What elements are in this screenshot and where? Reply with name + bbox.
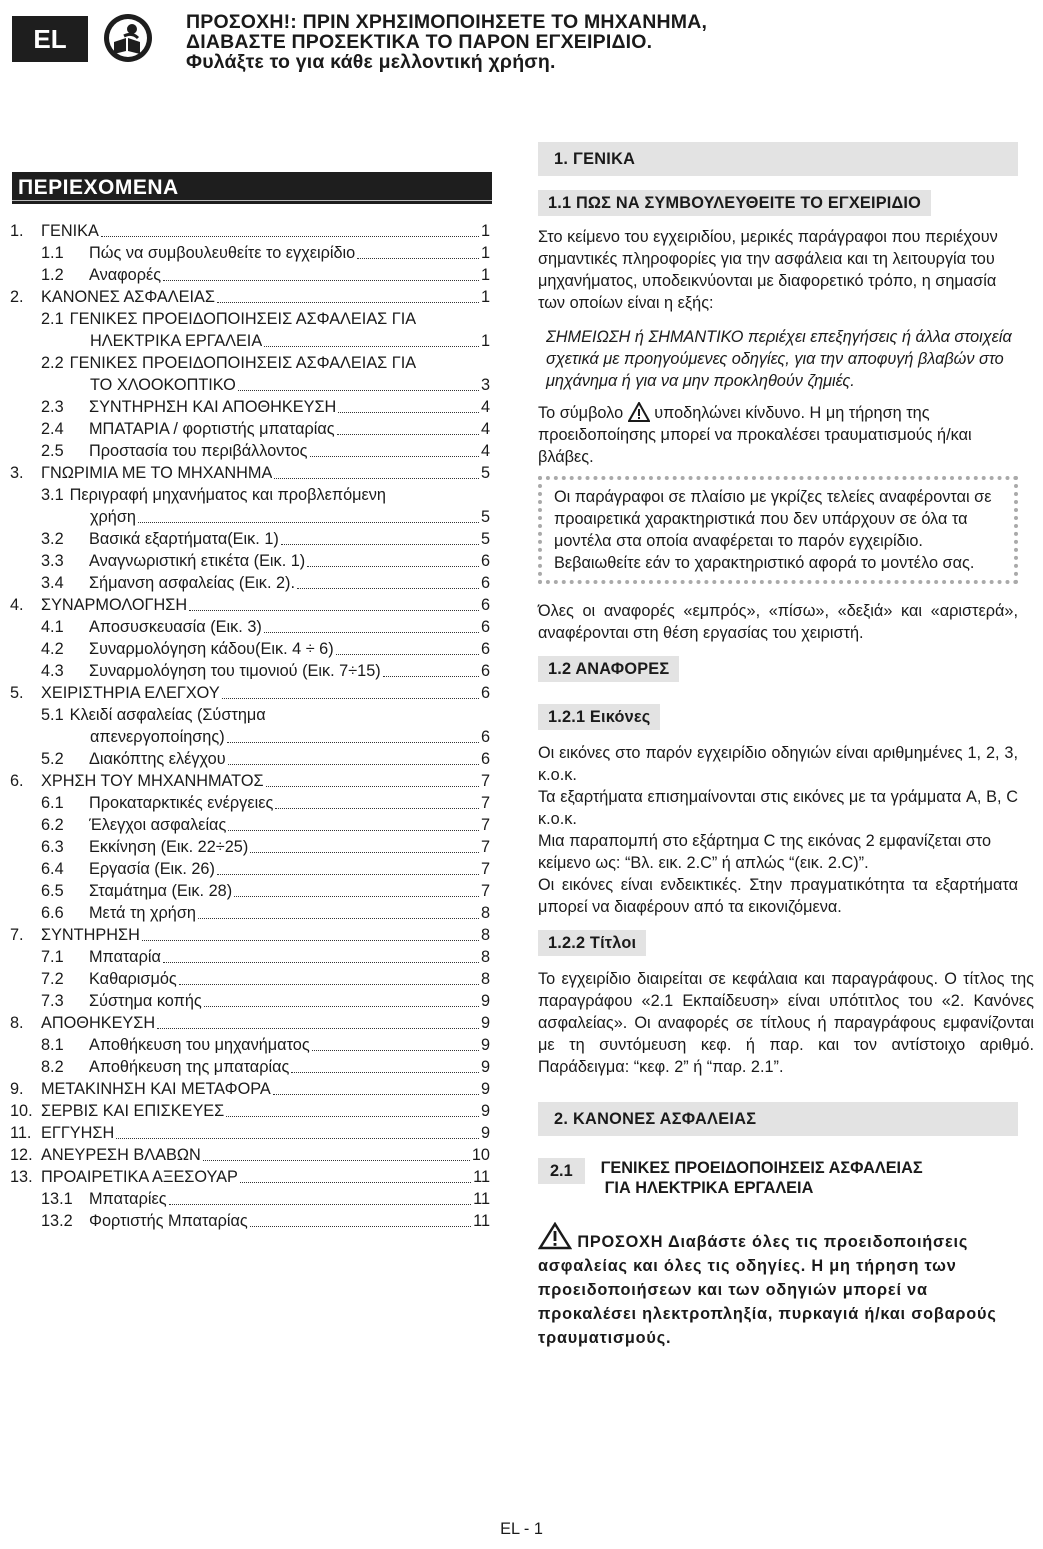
- toc-leader-dots: [217, 302, 479, 303]
- toc-entry-label: ΣΥΝΑΡΜΟΛΟΓΗΣΗ: [41, 596, 188, 614]
- toc-entry-label: ΣΥΝΤΗΡΗΣΗ: [41, 926, 140, 944]
- toc-entry-label: ΓΝΩΡΙΜΙΑ ΜΕ ΤΟ ΜΗΧΑΝΗΜΑ: [41, 464, 273, 482]
- toc-entry-label: Προστασία του περιβάλλοντος: [89, 442, 308, 460]
- toc-entry-number: 8.1: [41, 1036, 64, 1054]
- toc-entry-number: 6.3: [41, 838, 64, 856]
- toc-entry-label: Φορτιστής Μπαταρίας: [89, 1212, 248, 1230]
- toc-entry-page: 11: [473, 1190, 490, 1208]
- toc-entry-label: ΧΕΙΡΙΣΤΗΡΙΑ ΕΛΕΓΧΟΥ: [41, 684, 220, 702]
- toc-entry[interactable]: [10, 725, 490, 747]
- toc-leader-dots: [291, 1072, 479, 1073]
- toc-entry-number: 3.3: [41, 552, 64, 570]
- toc-entry[interactable]: [10, 1099, 490, 1121]
- toc-leader-dots: [273, 1094, 479, 1095]
- toc-entry-number: 6.5: [41, 882, 64, 900]
- toc-entry-page: 9: [480, 1124, 490, 1142]
- toc-leader-dots: [116, 1138, 479, 1139]
- toc-entry-page: 5: [480, 530, 490, 548]
- toc-entry-number: 13.1: [41, 1190, 73, 1208]
- toc-entry-label: ΗΛΕΚΤΡΙΚΑ ΕΡΓΑΛΕΙΑ: [90, 332, 263, 350]
- toc-leader-dots: [336, 654, 479, 655]
- section-1-1-intro: Στο κείμενο του εγχειριδίου, μερικές παράγραφοι που περιέχουν σημαντικές πληροφορίες για την ασφάλεια και τη λειτουργία του μηχανήματος, υποδεικνύονται με διαφορετικό τρόπο, η σημασία των οποίων είναι η εξής:: [538, 228, 998, 312]
- toc-entry-page: 7: [480, 794, 490, 812]
- toc-entry-number: 5.1: [41, 706, 64, 724]
- toc-leader-dots: [142, 940, 479, 941]
- toc-title-bar: [12, 172, 492, 204]
- section-1-1-heading: 1.1 ΠΩΣ ΝΑ ΣΥΜΒΟΥΛΕΥΘΕΙΤΕ ΤΟ ΕΓΧΕΙΡΙΔΙΟ: [538, 190, 931, 216]
- toc-entry-label: Μπαταρία: [89, 948, 161, 966]
- toc-entry-page: 6: [480, 596, 490, 614]
- toc-entry-label: ΣΕΡΒΙΣ ΚΑΙ ΕΠΙΣΚΕΥΕΣ: [41, 1102, 225, 1120]
- toc-entry-page: 8: [480, 970, 490, 988]
- toc-entry[interactable]: [10, 1055, 490, 1077]
- toc-entry[interactable]: [10, 791, 490, 813]
- toc-entry[interactable]: [10, 483, 490, 505]
- toc-entry-page: 5: [480, 464, 490, 482]
- toc-entry[interactable]: [10, 417, 490, 439]
- toc-leader-dots: [297, 588, 479, 589]
- toc-entry-page: 9: [480, 1036, 490, 1054]
- toc-entry[interactable]: [10, 901, 490, 923]
- toc-entry-page: 9: [480, 992, 490, 1010]
- toc-entry-number: 7.: [10, 926, 24, 944]
- toc-entry-page: 7: [480, 860, 490, 878]
- toc-entry-number: 4.1: [41, 618, 64, 636]
- toc-leader-dots: [307, 566, 479, 567]
- toc-entry[interactable]: [10, 681, 490, 703]
- toc-entry-label: ΑΝΕΥΡΕΣΗ ΒΛΑΒΩΝ: [41, 1146, 201, 1164]
- toc-entry-number: 2.4: [41, 420, 64, 438]
- toc-entry-page: 7: [480, 882, 490, 900]
- toc-entry[interactable]: [10, 593, 490, 615]
- toc-entry-number: 7.1: [41, 948, 64, 966]
- toc-entry[interactable]: [10, 439, 490, 461]
- toc-leader-dots: [264, 632, 479, 633]
- toc-leader-dots: [234, 896, 479, 897]
- figures-line-3: Μια παραπομπή στο εξάρτημα C της εικόνας 2 εμφανίζεται στο κείμενο ως: “Βλ. εικ. 2.C” ή απλώς “(εικ. 2.C)”.: [538, 832, 992, 872]
- toc-entry-number: 11.: [10, 1124, 32, 1142]
- toc-entry-number: 4.3: [41, 662, 64, 680]
- toc-entry-number: 6.2: [41, 816, 64, 834]
- toc-entry-page: 11: [473, 1168, 490, 1186]
- optional-features-box: [538, 476, 1018, 584]
- toc-entry-page: 8: [480, 948, 490, 966]
- toc-entry[interactable]: [10, 615, 490, 637]
- header-line-2: ΔΙΑΒΑΣΤΕ ΠΡΟΣΕΚΤΙΚΑ ΤΟ ΠΑΡΟΝ ΕΓΧΕΙΡΙΔΙΟ.: [186, 31, 653, 53]
- toc-leader-dots: [222, 698, 479, 699]
- toc-entry-number: 13.2: [41, 1212, 73, 1230]
- toc-entry-label: ΠΡΟΑΙΡΕΤΙΚΑ ΑΞΕΣΟΥΑΡ: [41, 1168, 238, 1186]
- toc-entry-label: ΕΓΓΥΗΣΗ: [41, 1124, 115, 1142]
- toc-entry-number: 6.6: [41, 904, 64, 922]
- toc-entry-number: 13.: [10, 1168, 33, 1186]
- header-line-1: ΠΡΟΣΟΧΗ!: ΠΡΙΝ ΧΡΗΣΙΜΟΠΟΙΗΣΕΤΕ ΤΟ ΜΗΧΑΝΗΜΑ,: [186, 11, 708, 33]
- toc-leader-dots: [250, 1226, 471, 1227]
- symbol-text-b: υποδηλώνει κίνδυνο. Η μη τήρηση της προειδοποίησης μπορεί να προκαλέσει τραυματισμούς ή/και βλάβες.: [538, 404, 972, 466]
- toc-leader-dots: [163, 962, 479, 963]
- toc-entry[interactable]: [10, 659, 490, 681]
- toc-leader-dots: [203, 1160, 470, 1161]
- toc-entry-label: Αποθήκευση της μπαταρίας: [89, 1058, 290, 1076]
- toc-entry-label: Προκαταρκτικές ενέργειες: [89, 794, 274, 812]
- toc-entry-page: 8: [480, 904, 490, 922]
- toc-entry-number: 9.: [10, 1080, 24, 1098]
- toc-leader-dots: [217, 874, 479, 875]
- toc-entry-number: 1.1: [41, 244, 64, 262]
- toc-entry-page: 6: [480, 750, 490, 768]
- header-line-3: Φυλάξτε το για κάθε μελλοντική χρήση.: [186, 51, 556, 73]
- toc-entry-number: 8.2: [41, 1058, 64, 1076]
- toc-entry-label: Έλεγχοι ασφαλείας: [89, 816, 227, 834]
- toc-entry[interactable]: [10, 505, 490, 527]
- toc-entry-label: ΤΟ ΧΛΟΟΚΟΠΤΙΚΟ: [90, 376, 236, 394]
- toc-entry-page: 9: [480, 1102, 490, 1120]
- toc-entry-page: 9: [480, 1058, 490, 1076]
- toc-leader-dots: [250, 852, 479, 853]
- toc-entry-number: 12.: [10, 1146, 33, 1164]
- toc-leader-dots: [275, 808, 479, 809]
- toc-entry-number: 8.: [10, 1014, 24, 1032]
- section-2-1-heading: [538, 1158, 1018, 1198]
- toc-leader-dots: [264, 346, 479, 347]
- toc-entry-label: Εργασία (Εικ. 26): [89, 860, 215, 878]
- toc-entry-label: ΓΕΝΙΚΕΣ ΠΡΟΕΙΔΟΠΟΙΗΣΕΙΣ ΑΣΦΑΛΕΙΑΣ ΓΙΑ: [69, 354, 417, 372]
- toc-entry-number: 3.: [10, 464, 24, 482]
- section-2-1-number: 2.1: [538, 1158, 585, 1184]
- toc-entry-page: 1: [480, 288, 490, 306]
- toc-entry-label: Καθαρισμός: [89, 970, 177, 988]
- toc-entry[interactable]: [10, 351, 490, 373]
- toc-entry-number: 1.: [10, 222, 24, 240]
- toc-entry[interactable]: [10, 1011, 490, 1033]
- warning-triangle-icon-large: [538, 1222, 572, 1250]
- toc-entry-label: ΜΠΑΤΑΡΙΑ / φορτιστής μπαταρίας: [89, 420, 335, 438]
- toc-entry-page: 7: [480, 816, 490, 834]
- toc-leader-dots: [227, 742, 479, 743]
- toc-entry[interactable]: [10, 241, 490, 263]
- toc-leader-dots: [169, 1204, 472, 1205]
- toc-entry[interactable]: [10, 285, 490, 307]
- safety-warning-text: ΠΡΟΣΟΧΗ Διαβάστε όλες τις προειδοποιήσεις ασφαλείας και όλες τις οδηγίες. Η μη τήρηση των προειδοποιήσεων και των οδηγιών μπορεί να προκαλέσει ηλεκτροπληξία, πυρκαγιά ή/και σοβαρούς τραυματισμούς.: [538, 1233, 997, 1347]
- toc-entry-label: Αναγνωριστική ετικέτα (Εικ. 1): [89, 552, 306, 570]
- toc-entry-label: ΜΕΤΑΚΙΝΗΣΗ ΚΑΙ ΜΕΤΑΦΟΡΑ: [41, 1080, 271, 1098]
- optional-features-text: Οι παράγραφοι σε πλαίσιο με γκρίζες τελείες αναφέρονται σε προαιρετικά χαρακτηριστικά που δεν υπάρχουν σε όλα τα μοντέλα στα οποία αναφέρεται το παρόν εγχειρίδιο. Βεβαιωθείτε εάν το χαρακτηριστικό αφορά το μοντέλο σας.: [554, 488, 992, 572]
- toc-entry-page: 9: [480, 1014, 490, 1032]
- toc-leader-dots: [163, 280, 479, 281]
- language-badge: EL: [12, 16, 88, 62]
- toc-entry-page: 11: [473, 1212, 490, 1230]
- toc-entry[interactable]: [10, 1209, 490, 1231]
- toc-entry-number: 3.4: [41, 574, 64, 592]
- section-1-2-2-heading: 1.2.2 Τίτλοι: [538, 930, 646, 956]
- table-of-contents: [10, 219, 490, 1231]
- toc-leader-dots: [281, 544, 479, 545]
- toc-leader-dots: [338, 412, 479, 413]
- toc-entry[interactable]: [10, 769, 490, 791]
- toc-entry-number: 2.3: [41, 398, 64, 416]
- toc-entry[interactable]: [10, 329, 490, 351]
- toc-entry-number: 6.: [10, 772, 24, 790]
- toc-leader-dots: [228, 764, 479, 765]
- toc-entry-label: Περιγραφή μηχανήματος και προβλεπόμενη: [69, 486, 386, 504]
- toc-entry-label: ΚΑΝΟΝΕΣ ΑΣΦΑΛΕΙΑΣ: [41, 288, 215, 306]
- toc-entry-label: ΓΕΝΙΚΕΣ ΠΡΟΕΙΔΟΠΟΙΗΣΕΙΣ ΑΣΦΑΛΕΙΑΣ ΓΙΑ: [69, 310, 417, 328]
- toc-entry-number: 2.1: [41, 310, 64, 328]
- section-1-heading: 1. ΓΕΝΙΚΑ: [538, 142, 1018, 176]
- toc-entry-number: 2.2: [41, 354, 64, 372]
- toc-entry[interactable]: [10, 1165, 490, 1187]
- header-warning: [186, 12, 707, 72]
- toc-entry-page: 6: [480, 618, 490, 636]
- toc-entry-label: Σήμανση ασφαλείας (Εικ. 2).: [89, 574, 295, 592]
- toc-entry-page: 7: [480, 838, 490, 856]
- toc-entry-number: 2.: [10, 288, 24, 306]
- section-2-heading: 2. ΚΑΝΟΝΕΣ ΑΣΦΑΛΕΙΑΣ: [538, 1102, 1018, 1136]
- toc-entry-page: 5: [480, 508, 490, 526]
- toc-leader-dots: [310, 456, 479, 457]
- toc-leader-dots: [266, 786, 479, 787]
- toc-entry[interactable]: [10, 1033, 490, 1055]
- toc-leader-dots: [240, 1182, 471, 1183]
- toc-leader-dots: [383, 676, 479, 677]
- toc-entry-label: Βασικά εξαρτήματα(Εικ. 1): [89, 530, 279, 548]
- toc-leader-dots: [312, 1050, 479, 1051]
- toc-entry-number: 4.2: [41, 640, 64, 658]
- toc-entry[interactable]: [10, 835, 490, 857]
- toc-entry-label: Σύστημα κοπής: [89, 992, 202, 1010]
- toc-entry-page: 6: [480, 728, 490, 746]
- toc-leader-dots: [226, 1116, 479, 1117]
- toc-entry[interactable]: [10, 923, 490, 945]
- toc-entry-label: Διακόπτης ελέγχου: [89, 750, 226, 768]
- toc-entry[interactable]: [10, 1077, 490, 1099]
- toc-entry-page: 6: [480, 640, 490, 658]
- section-2-1-title-2: ΓΙΑ ΗΛΕΚΤΡΙΚΑ ΕΡΓΑΛΕΙΑ: [604, 1179, 814, 1197]
- section-2-1-title-1: ΓΕΝΙΚΕΣ ΠΡΟΕΙΔΟΠΟΙΗΣΕΙΣ ΑΣΦΑΛΕΙΑΣ: [600, 1159, 923, 1177]
- toc-entry[interactable]: [10, 571, 490, 593]
- toc-entry[interactable]: [10, 879, 490, 901]
- toc-entry-page: 1: [480, 332, 490, 350]
- toc-entry-page: 1: [480, 244, 490, 262]
- toc-entry-number: 1.2: [41, 266, 64, 284]
- toc-entry[interactable]: [10, 1121, 490, 1143]
- toc-entry[interactable]: [10, 307, 490, 329]
- toc-leader-dots: [274, 478, 479, 479]
- toc-entry-label: Αποσυσκευασία (Εικ. 3): [89, 618, 262, 636]
- toc-entry-label: Σταμάτημα (Εικ. 28): [89, 882, 233, 900]
- toc-entry-page: 6: [480, 574, 490, 592]
- toc-leader-dots: [337, 434, 479, 435]
- page-number: EL - 1: [500, 1520, 543, 1538]
- toc-entry-label: Μετά τη χρήση: [89, 904, 196, 922]
- toc-entry-number: 7.3: [41, 992, 64, 1010]
- toc-entry-number: 6.1: [41, 794, 64, 812]
- toc-entry[interactable]: [10, 813, 490, 835]
- toc-leader-dots: [157, 1028, 479, 1029]
- toc-entry-page: 10: [471, 1146, 490, 1164]
- toc-entry-page: 8: [480, 926, 490, 944]
- toc-entry-number: 3.1: [41, 486, 64, 504]
- toc-entry-label: ΑΠΟΘΗΚΕΥΣΗ: [41, 1014, 156, 1032]
- toc-entry-label: ΣΥΝΤΗΡΗΣΗ ΚΑΙ ΑΠΟΘΗΚΕΥΣΗ: [89, 398, 337, 416]
- toc-entry[interactable]: [10, 1187, 490, 1209]
- toc-entry[interactable]: [10, 747, 490, 769]
- toc-entry[interactable]: [10, 637, 490, 659]
- figures-line-1: Οι εικόνες στο παρόν εγχειρίδιο οδηγιών είναι αριθμημένες 1, 2, 3, κ.ο.κ.: [538, 744, 1018, 784]
- toc-entry-page: 1: [480, 222, 490, 240]
- toc-entry[interactable]: [10, 219, 490, 241]
- toc-entry[interactable]: [10, 857, 490, 879]
- toc-entry[interactable]: [10, 703, 490, 725]
- toc-entry-number: 5.2: [41, 750, 64, 768]
- toc-entry-number: 2.5: [41, 442, 64, 460]
- main-content: [538, 142, 1034, 1350]
- toc-entry-page: 3: [480, 376, 490, 394]
- toc-leader-dots: [101, 236, 479, 237]
- toc-entry-label: χρήση: [90, 508, 136, 526]
- toc-entry-page: 4: [480, 442, 490, 460]
- symbol-paragraph: [538, 402, 1018, 468]
- toc-entry-label: ΧΡΗΣΗ ΤΟΥ ΜΗΧΑΝΗΜΑΤΟΣ: [41, 772, 264, 790]
- toc-entry-label: Πώς να συμβουλευθείτε το εγχειρίδιο: [89, 244, 356, 262]
- toc-entry-label: Αναφορές: [89, 266, 162, 284]
- toc-entry[interactable]: [10, 945, 490, 967]
- toc-entry[interactable]: [10, 461, 490, 483]
- toc-entry[interactable]: [10, 989, 490, 1011]
- toc-entry-label: Μπαταρίες: [89, 1190, 167, 1208]
- toc-entry-label: Αποθήκευση του μηχανήματος: [89, 1036, 310, 1054]
- titles-paragraph: Το εγχειρίδιο διαιρείται σε κεφάλαια και παραγράφους. Ο τίτλος της παραγράφου «2.1 Εκπαίδευση» είναι υπότιτλος του «2. Κανόνες ασφαλείας». Οι αναφορές σε τίτλους ή παραγράφους εμφανίζονται με τη συντόμευση κεφ. ή παρ. και τον αντίστοιχο αριθμό. Παράδειγμα: “κεφ. 2” ή “παρ. 2.1”.: [538, 970, 1034, 1076]
- note-important-paragraph: ΣΗΜΕΙΩΣΗ ή ΣΗΜΑΝΤΙΚΟ περιέχει επεξηγήσεις ή άλλα στοιχεία σχετικά με προηγούμενες οδηγίες, για την αποφυγή βλαβών στο μηχάνημα ή για να μην προκληθούν ζημιές.: [546, 328, 1012, 390]
- toc-entry[interactable]: [10, 1143, 490, 1165]
- toc-entry-number: 5.: [10, 684, 24, 702]
- toc-entry-page: 1: [480, 266, 490, 284]
- toc-entry[interactable]: [10, 263, 490, 285]
- toc-leader-dots: [228, 830, 479, 831]
- toc-entry[interactable]: [10, 527, 490, 549]
- toc-entry-page: 6: [480, 684, 490, 702]
- toc-entry-label: απενεργοποίησης): [90, 728, 225, 746]
- toc-entry-label: Κλειδί ασφαλείας (Σύστημα: [69, 706, 266, 724]
- toc-leader-dots: [189, 610, 479, 611]
- toc-entry-number: 4.: [10, 596, 24, 614]
- toc-entry[interactable]: [10, 373, 490, 395]
- section-1-1-directions: Όλες οι αναφορές «εμπρός», «πίσω», «δεξιά» και «αριστερά», αναφέρονται στη θέση εργασίας του χειριστή.: [538, 602, 1018, 642]
- toc-entry[interactable]: [10, 967, 490, 989]
- toc-entry-page: 4: [480, 398, 490, 416]
- toc-entry-label: ΓΕΝΙΚΑ: [41, 222, 99, 240]
- toc-entry-page: 6: [480, 662, 490, 680]
- toc-entry[interactable]: [10, 395, 490, 417]
- figures-line-2: Τα εξαρτήματα επισημαίνονται στις εικόνες με τα γράμματα A, B, C κ.ο.κ.: [538, 788, 1018, 828]
- toc-entry-number: 6.4: [41, 860, 64, 878]
- toc-entry-label: Συναρμολόγηση του τιμονιού (Εικ. 7÷15): [89, 662, 381, 680]
- section-1-2-1-heading: 1.2.1 Εικόνες: [538, 704, 660, 730]
- toc-entry-number: 10.: [10, 1102, 33, 1120]
- safety-warning-paragraph: [538, 1222, 1018, 1350]
- toc-leader-dots: [238, 390, 479, 391]
- toc-leader-dots: [138, 522, 479, 523]
- toc-leader-dots: [357, 258, 479, 259]
- toc-entry[interactable]: [10, 549, 490, 571]
- section-1-2-heading: 1.2 ΑΝΑΦΟΡΕΣ: [538, 656, 679, 682]
- toc-entry-label: Συναρμολόγηση κάδου(Εικ. 4 ÷ 6): [89, 640, 334, 658]
- toc-entry-page: 4: [480, 420, 490, 438]
- toc-leader-dots: [204, 1006, 479, 1007]
- toc-title: ΠΕΡΙΕΧΟΜΕΝΑ: [18, 176, 179, 199]
- warning-triangle-icon: [628, 402, 650, 422]
- toc-leader-dots: [179, 984, 479, 985]
- toc-entry-number: 3.2: [41, 530, 64, 548]
- toc-entry-page: 9: [480, 1080, 490, 1098]
- toc-leader-dots: [198, 918, 479, 919]
- toc-entry-number: 7.2: [41, 970, 64, 988]
- toc-entry-page: 7: [480, 772, 490, 790]
- symbol-text-a: Το σύμβολο: [538, 404, 624, 422]
- figures-line-4: Οι εικόνες είναι ενδεικτικές. Στην πραγματικότητα τα εξαρτήματα μπορεί να διαφέρουν από τα εικονιζόμενα.: [538, 876, 1018, 916]
- read-manual-icon: [102, 12, 154, 64]
- toc-entry-page: 6: [480, 552, 490, 570]
- toc-entry-label: Εκκίνηση (Εικ. 22÷25): [89, 838, 249, 856]
